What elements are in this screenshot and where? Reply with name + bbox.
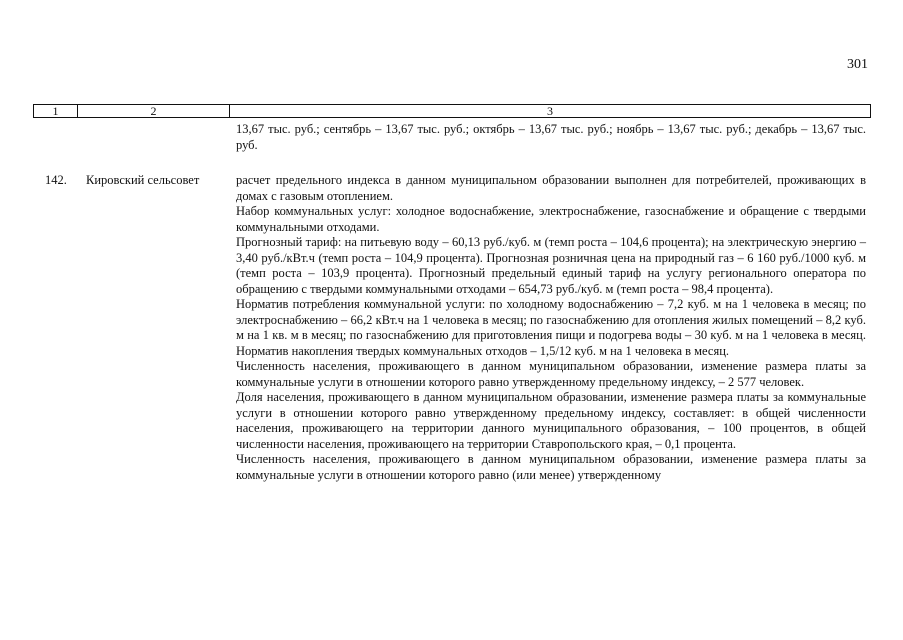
entry-paragraph-norms: Норматив потребления коммунальной услуги: по холодному водоснабжению – 7,2 куб. м на 1 человека в месяц; по электроснабжению – 66,2 кВт.ч на 1 человека в месяц; по газоснабжению для отопления жилых помещений – 8,2 куб. м на 1 кв. м в месяц; по газоснабжению для приготовления пищи и подогрева воды – 30 куб. м на 1 человека в месяц. Норматив накопления твердых коммунальных отходов – 1,5/12 куб. м на 1 человека в месяц. [236, 297, 866, 358]
entry-paragraph-services: Набор коммунальных услуг: холодное водоснабжение, электроснабжение, газоснабжение и обращение с твердыми коммунальными отходами. [236, 204, 866, 234]
entry-paragraph-population: Численность населения, проживающего в данном муниципальном образовании, изменение размера платы за коммунальные услуги в отношении которого равно утвержденному предельному индексу, – 2 577 человек. [236, 359, 866, 389]
entry-paragraph-population-share: Доля населения, проживающего в данном муниципальном образовании, изменение размера платы за коммунальные услуги в отношении которого равно утвержденному предельному индексу, составляет: в общей численности населения, проживающего на территории данного муниципального образования, – 100 процентов, в общей численности населения, проживающего на территории Ставропольского края, – 0,1 процента. [236, 390, 866, 451]
entry-number: 142. [45, 173, 67, 187]
page-number: 301 [847, 57, 868, 72]
entry-paragraph-calc-basis: расчет предельного индекса в данном муниципальном образовании выполнен для потребителей, проживающих в домах с газовым отоплением. [236, 173, 866, 203]
entry-municipality-name: Кировский сельсовет [86, 173, 200, 187]
continuation-paragraph: 13,67 тыс. руб.; сентябрь – 13,67 тыс. руб.; октябрь – 13,67 тыс. руб.; ноябрь – 13,67 тыс. руб.; декабрь – 13,67 тыс. руб. [236, 122, 866, 152]
table-header-col-3: 3 [547, 104, 553, 118]
table-header-col-1: 1 [34, 105, 78, 117]
entry-description [236, 173, 866, 483]
continuation-text [236, 122, 866, 153]
table-header-row [33, 104, 871, 118]
entry-paragraph-population-less: Численность населения, проживающего в данном муниципальном образовании, изменение размера платы за коммунальные услуги в отношении которого равно (или менее) утвержденному [236, 452, 866, 482]
entry-paragraph-tariffs: Прогнозный тариф: на питьевую воду – 60,13 руб./куб. м (темп роста – 104,6 процента); на электрическую энергию – 3,40 руб./кВт.ч (темп роста – 104,9 процента). Прогнозная розничная цена на природный газ – 6 160 руб./1000 куб. м (темп роста – 103,9 процента). Прогнозный предельный единый тариф на услугу регионального оператора по обращению с твердыми коммунальными отходами – 654,73 руб./куб. м (темп роста – 98,4 процента). [236, 235, 866, 296]
table-header-col-2: 2 [78, 105, 230, 117]
